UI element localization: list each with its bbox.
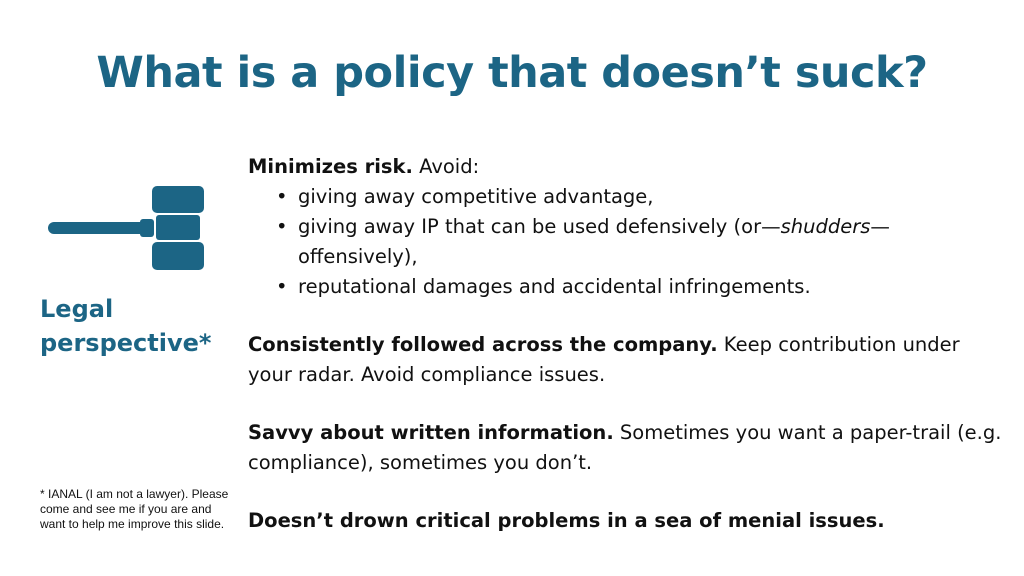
risk-bullet: • reputational damages and accidental infringements. xyxy=(276,272,1008,302)
risk-bullets xyxy=(248,182,1008,302)
risk-text: Avoid: xyxy=(412,155,480,178)
risk-bullet: • giving away IP that can be used defensively (or—shudders—offensively), xyxy=(276,212,1008,272)
side-label xyxy=(40,292,211,360)
written-text: Sometimes you want a paper-trail (e.g. compliance), sometimes you don’t. xyxy=(248,421,1002,474)
consistency-text: Keep contribution under your radar. Avoid compliance issues. xyxy=(248,333,960,386)
gavel-icon xyxy=(44,184,212,274)
emphasis: shudders xyxy=(780,215,871,238)
footnote: * IANAL (I am not a lawyer). Please come and see me if you are and want to help me improve this slide. xyxy=(40,487,229,531)
risk-heading: Minimizes risk. xyxy=(248,155,413,178)
risk-point xyxy=(248,152,1008,302)
drown-heading: Doesn’t drown critical problems in a sea of menial issues. xyxy=(248,509,885,532)
slide-title: What is a policy that doesn’t suck? xyxy=(96,48,928,98)
drown-point xyxy=(248,506,1008,536)
risk-bullet: • giving away competitive advantage, xyxy=(276,182,1008,212)
side-label-line-1: Legal xyxy=(40,295,114,323)
written-heading: Savvy about written information. xyxy=(248,421,614,444)
side-label-line-2: perspective* xyxy=(40,329,212,357)
written-point xyxy=(248,418,1008,478)
consistency-point xyxy=(248,330,1008,390)
consistency-heading: Consistently followed across the company. xyxy=(248,333,718,356)
content xyxy=(248,152,1008,536)
